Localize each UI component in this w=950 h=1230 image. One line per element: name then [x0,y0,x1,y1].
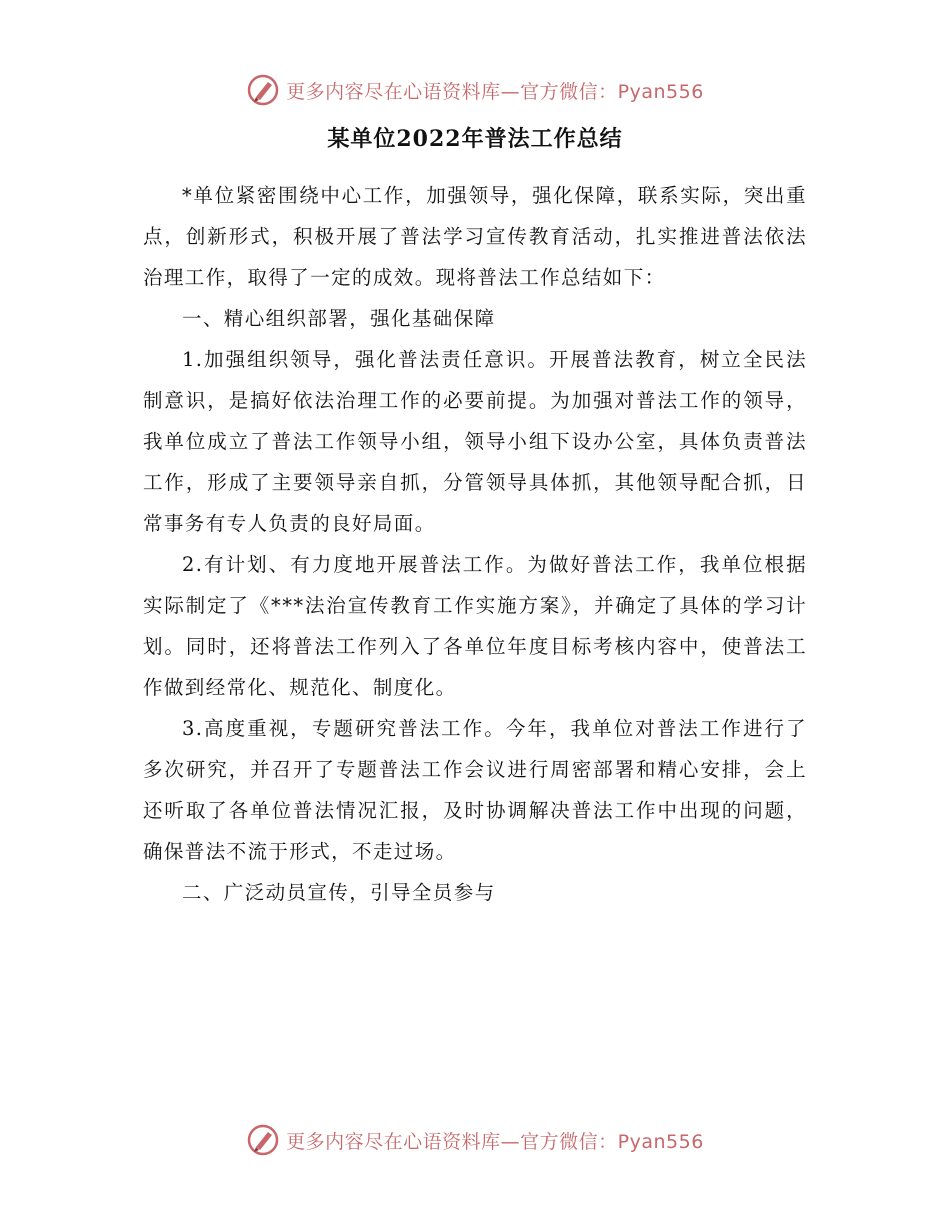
paragraph: *单位紧密围绕中心工作，加强领导，强化保障，联系实际，突出重点，创新形式，积极开展了普法学习宣传教育活动，扎实推进普法依法治理工作，取得了一定的成效。现将普法工作总结如下： [143,184,807,289]
footer-watermark-text: 更多内容尽在心语资料库—官方微信：Pyan556 [286,1130,704,1153]
header-watermark [0,70,950,110]
paragraph: 3.高度重视，专题研究普法工作。今年，我单位对普法工作进行了多次研究，并召开了专题普法工作会议进行周密部署和精心安排，会上还听取了各单位普法情况汇报，及时协调解决普法工作中出现的问题，确保普法不流于形式，不走过场。 [143,717,807,863]
footer-watermark [0,1120,950,1160]
pen-logo-icon [246,1123,280,1157]
section-heading: 二、广泛动员宣传，引导全员参与 [182,881,496,904]
paragraph: 2.有计划、有力度地开展普法工作。为做好普法工作，我单位根据实际制定了《***法治宣传教育工作实施方案》，并确定了具体的学习计划。同时，还将普法工作列入了各单位年度目标考核内容中，使普法工作做到经常化、规范化、制度化。 [143,553,807,699]
section-heading: 一、精心组织部署，强化基础保障 [182,307,496,330]
document-body [143,175,807,913]
paragraph: 1.加强组织领导，强化普法责任意识。开展普法教育，树立全民法制意识，是搞好依法治理工作的必要前提。为加强对普法工作的领导，我单位成立了普法工作领导小组，领导小组下设办公室，具体负责普法工作，形成了主要领导亲自抓，分管领导具体抓，其他领导配合抓，日常事务有专人负责的良好局面。 [143,348,807,535]
document-title: 某单位2022年普法工作总结 [327,126,623,152]
header-watermark-text: 更多内容尽在心语资料库—官方微信：Pyan556 [286,80,704,103]
pen-logo-icon [246,73,280,107]
